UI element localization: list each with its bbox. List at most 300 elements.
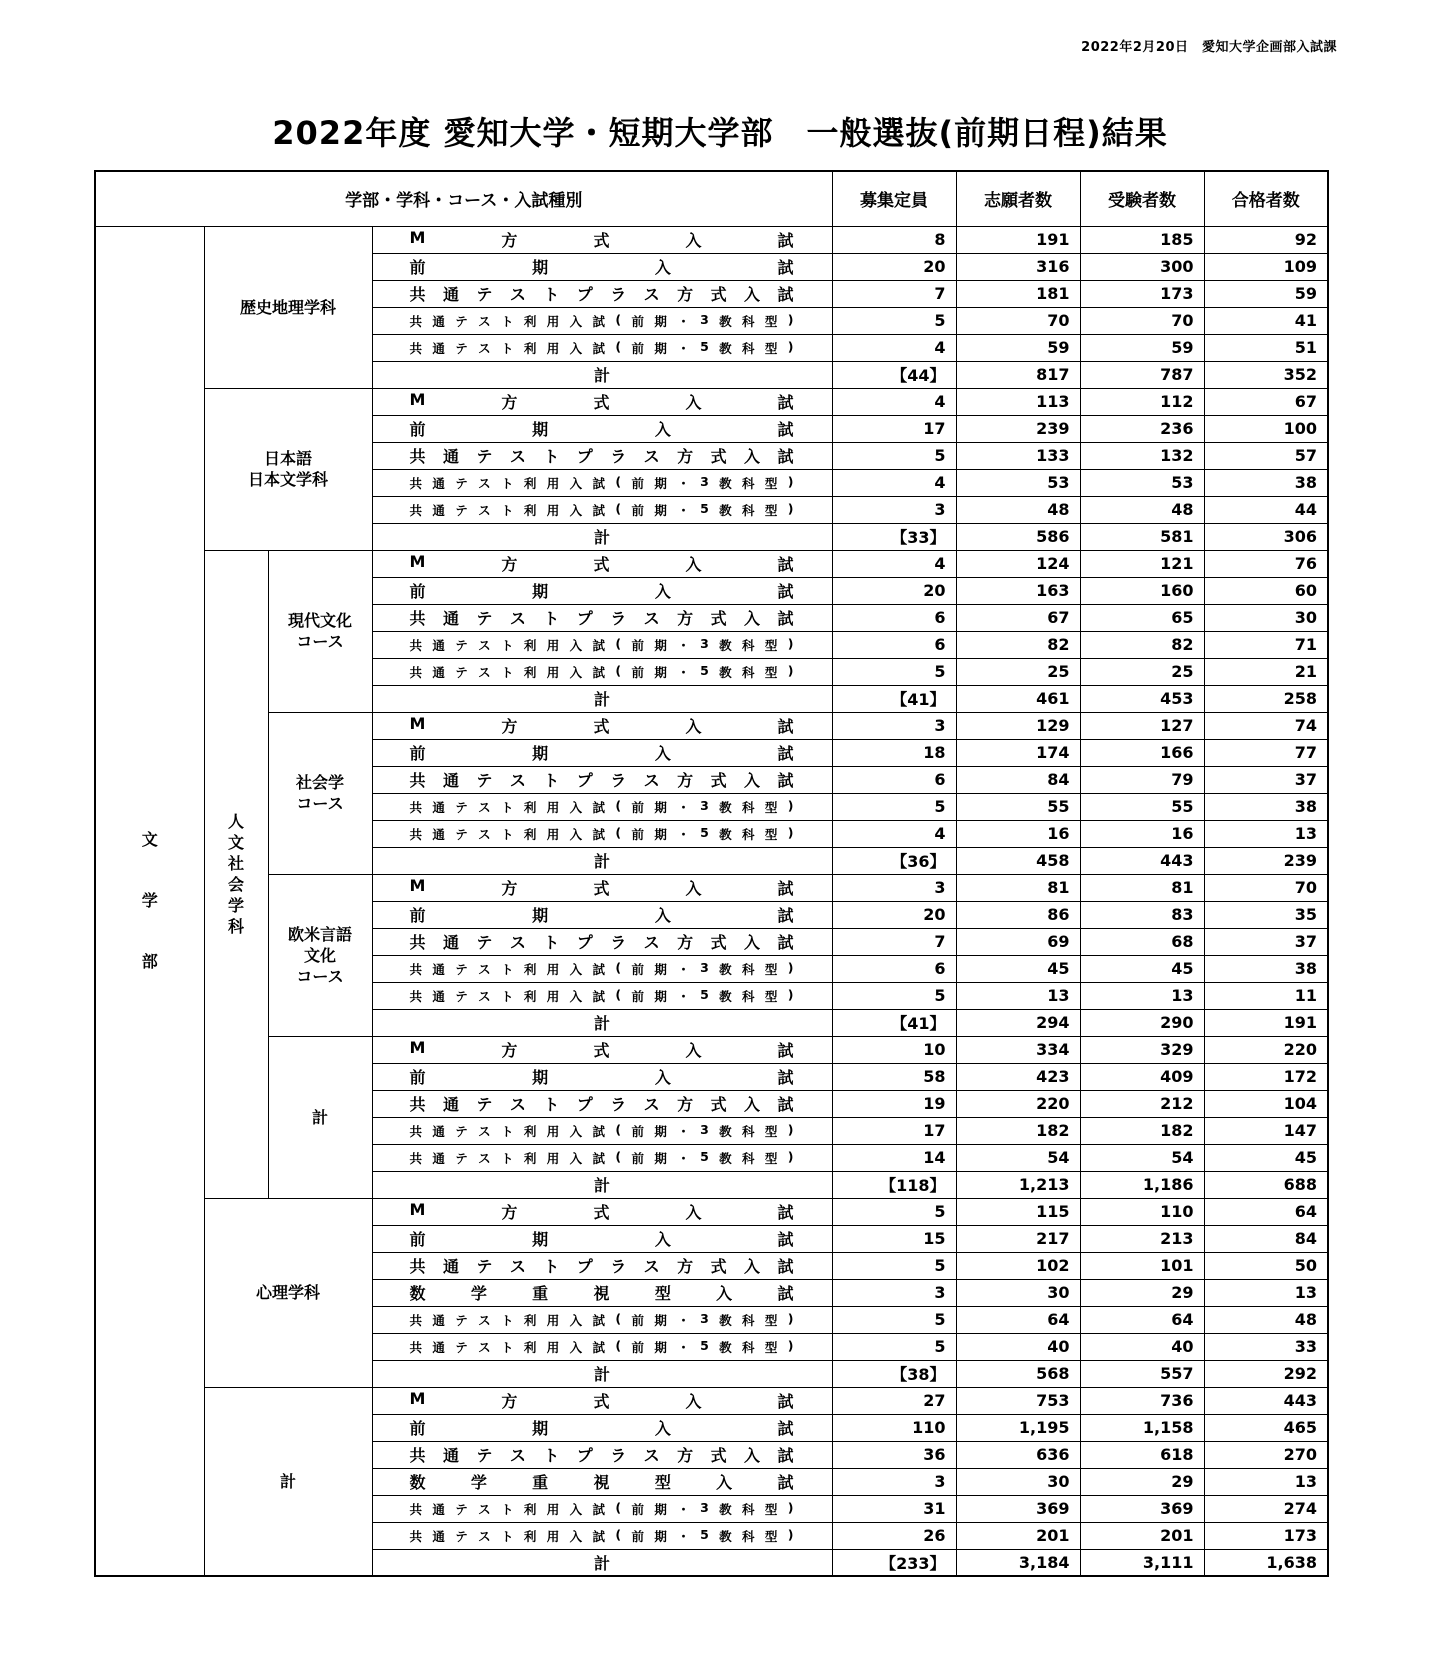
course-cell: 欧米言語 文化 コース [268,874,372,1036]
exam-type-label: 計 [593,366,610,385]
exam-type-label: 前 期 入 試 [409,1419,794,1438]
exam-type-label: M 方 式 入 試 [409,390,794,412]
passers-cell: 465 [1204,1414,1328,1441]
applicants-cell: 54 [956,1144,1080,1171]
exam-type-label: 共 通 テ ス ト 利 用 入 試 ( 前 期 ・ 5 教 科 型 ) [409,500,794,518]
applicants-cell: 81 [956,874,1080,901]
exam-type-cell [372,658,832,685]
passers-cell: 84 [1204,1225,1328,1252]
passers-cell: 688 [1204,1171,1328,1198]
examinees-cell: 409 [1080,1063,1204,1090]
examinees-cell: 25 [1080,658,1204,685]
passers-cell: 270 [1204,1441,1328,1468]
exam-type-cell [372,1441,832,1468]
applicants-cell: 82 [956,631,1080,658]
passers-cell: 76 [1204,550,1328,577]
exam-type-label: M 方 式 入 試 [409,552,794,574]
passers-cell: 57 [1204,442,1328,469]
exam-type-cell [372,1090,832,1117]
applicants-cell: 40 [956,1333,1080,1360]
passers-cell: 38 [1204,955,1328,982]
exam-type-label: 共 通 テ ス ト プ ラ ス 方 式 入 試 [409,771,794,790]
exam-type-label: 共 通 テ ス ト 利 用 入 試 ( 前 期 ・ 3 教 科 型 ) [409,311,794,329]
passers-cell: 292 [1204,1360,1328,1387]
examinees-cell: 79 [1080,766,1204,793]
capacity-cell: 【41】 [832,1009,956,1036]
exam-type-label: M 方 式 入 試 [409,1038,794,1060]
exam-type-label: 数 学 重 視 型 入 試 [409,1284,794,1303]
exam-type-cell [372,1549,832,1576]
applicants-cell: 64 [956,1306,1080,1333]
passers-cell: 51 [1204,334,1328,361]
exam-type-cell [372,1333,832,1360]
applicants-cell: 3,184 [956,1549,1080,1576]
exam-type-cell [372,1306,832,1333]
exam-type-label: M 方 式 入 試 [409,1389,794,1411]
examinees-cell: 110 [1080,1198,1204,1225]
exam-type-cell [372,685,832,712]
applicants-cell: 174 [956,739,1080,766]
capacity-cell: 【41】 [832,685,956,712]
passers-cell: 38 [1204,793,1328,820]
capacity-cell: 5 [832,1306,956,1333]
applicants-cell: 102 [956,1252,1080,1279]
applicants-cell: 181 [956,280,1080,307]
passers-cell: 104 [1204,1090,1328,1117]
capacity-cell: 110 [832,1414,956,1441]
passers-cell: 13 [1204,820,1328,847]
exam-type-cell [372,1522,832,1549]
capacity-cell: 3 [832,1468,956,1495]
passers-cell: 77 [1204,739,1328,766]
applicants-cell: 294 [956,1009,1080,1036]
department-cell: 心理学科 [204,1198,372,1387]
exam-type-label: 共 通 テ ス ト 利 用 入 試 ( 前 期 ・ 3 教 科 型 ) [409,473,794,491]
capacity-cell: 【33】 [832,523,956,550]
examinees-cell: 29 [1080,1468,1204,1495]
department-cell: 日本語 日本文学科 [204,388,372,550]
course-cell: 現代文化 コース [268,550,372,712]
capacity-cell: 18 [832,739,956,766]
passers-cell: 92 [1204,226,1328,253]
exam-type-label: 共 通 テ ス ト 利 用 入 試 ( 前 期 ・ 5 教 科 型 ) [409,1526,794,1544]
applicants-cell: 53 [956,469,1080,496]
capacity-cell: 6 [832,604,956,631]
applicants-cell: 30 [956,1468,1080,1495]
examinees-cell: 55 [1080,793,1204,820]
passers-cell: 50 [1204,1252,1328,1279]
examinees-cell: 618 [1080,1441,1204,1468]
applicants-cell: 423 [956,1063,1080,1090]
passers-cell: 71 [1204,631,1328,658]
exam-type-cell [372,847,832,874]
exam-type-cell [372,793,832,820]
capacity-cell: 31 [832,1495,956,1522]
examinees-cell: 127 [1080,712,1204,739]
examinees-cell: 557 [1080,1360,1204,1387]
exam-type-cell [372,982,832,1009]
exam-type-cell [372,1063,832,1090]
exam-type-cell [372,901,832,928]
capacity-cell: 4 [832,334,956,361]
capacity-cell: 7 [832,928,956,955]
examinees-cell: 1,158 [1080,1414,1204,1441]
exam-type-cell [372,1495,832,1522]
applicants-cell: 191 [956,226,1080,253]
passers-cell: 60 [1204,577,1328,604]
applicants-cell: 16 [956,820,1080,847]
examinees-cell: 65 [1080,604,1204,631]
examinees-cell: 45 [1080,955,1204,982]
exam-type-label: 共 通 テ ス ト プ ラ ス 方 式 入 試 [409,1446,794,1465]
applicants-cell: 59 [956,334,1080,361]
applicants-cell: 239 [956,415,1080,442]
passers-cell: 109 [1204,253,1328,280]
examinees-cell: 581 [1080,523,1204,550]
exam-type-label: 前 期 入 試 [409,744,794,763]
col-header-capacity: 募集定員 [832,171,956,226]
exam-type-label: 共 通 テ ス ト プ ラ ス 方 式 入 試 [409,933,794,952]
page-title: 2022年度 愛知大学・短期大学部 一般選抜(前期日程)結果 [272,114,1168,152]
capacity-cell: 10 [832,1036,956,1063]
exam-type-label: M 方 式 入 試 [409,714,794,736]
exam-type-cell [372,1414,832,1441]
exam-type-label: 前 期 入 試 [409,420,794,439]
exam-type-cell [372,415,832,442]
exam-type-cell [372,523,832,550]
applicants-cell: 86 [956,901,1080,928]
department-cell: 人文社会学科 [204,550,268,1198]
exam-type-label: 共 通 テ ス ト プ ラ ス 方 式 入 試 [409,447,794,466]
exam-type-cell [372,1387,832,1414]
applicants-cell: 1,195 [956,1414,1080,1441]
applicants-cell: 48 [956,496,1080,523]
applicants-cell: 124 [956,550,1080,577]
examinees-cell: 68 [1080,928,1204,955]
applicants-cell: 13 [956,982,1080,1009]
passers-cell: 258 [1204,685,1328,712]
examinees-cell: 13 [1080,982,1204,1009]
exam-type-cell [372,955,832,982]
applicants-cell: 636 [956,1441,1080,1468]
capacity-cell: 5 [832,1252,956,1279]
examinees-cell: 53 [1080,469,1204,496]
exam-type-cell [372,334,832,361]
examinees-cell: 329 [1080,1036,1204,1063]
exam-type-cell [372,820,832,847]
exam-type-label: M 方 式 入 試 [409,1200,794,1222]
passers-cell: 100 [1204,415,1328,442]
applicants-cell: 129 [956,712,1080,739]
applicants-cell: 458 [956,847,1080,874]
capacity-cell: 4 [832,469,956,496]
examinees-cell: 112 [1080,388,1204,415]
examinees-cell: 166 [1080,739,1204,766]
passers-cell: 443 [1204,1387,1328,1414]
exam-type-label: 計 [593,1553,610,1573]
table-row [95,1198,1328,1225]
capacity-cell: 3 [832,496,956,523]
applicants-cell: 220 [956,1090,1080,1117]
capacity-cell: 【38】 [832,1360,956,1387]
exam-type-label: 共 通 テ ス ト 利 用 入 試 ( 前 期 ・ 3 教 科 型 ) [409,635,794,653]
capacity-cell: 20 [832,901,956,928]
passers-cell: 239 [1204,847,1328,874]
passers-cell: 37 [1204,928,1328,955]
examinees-cell: 132 [1080,442,1204,469]
exam-type-cell [372,1279,832,1306]
applicants-cell: 568 [956,1360,1080,1387]
examinees-cell: 236 [1080,415,1204,442]
examinees-cell: 290 [1080,1009,1204,1036]
capacity-cell: 5 [832,1198,956,1225]
examinees-cell: 40 [1080,1333,1204,1360]
applicants-cell: 369 [956,1495,1080,1522]
applicants-cell: 70 [956,307,1080,334]
applicants-cell: 69 [956,928,1080,955]
passers-cell: 13 [1204,1279,1328,1306]
passers-cell: 306 [1204,523,1328,550]
col-header-examinees: 受験者数 [1080,171,1204,226]
exam-type-label: 前 期 入 試 [409,1068,794,1087]
capacity-cell: 【233】 [832,1549,956,1576]
capacity-cell: 6 [832,766,956,793]
applicants-cell: 334 [956,1036,1080,1063]
exam-type-cell [372,1360,832,1387]
exam-type-label: 共 通 テ ス ト プ ラ ス 方 式 入 試 [409,1257,794,1276]
capacity-cell: 5 [832,658,956,685]
examinees-cell: 83 [1080,901,1204,928]
passers-cell: 220 [1204,1036,1328,1063]
exam-type-label: M 方 式 入 試 [409,876,794,898]
capacity-cell: 4 [832,550,956,577]
capacity-cell: 17 [832,415,956,442]
exam-type-cell [372,1036,832,1063]
results-table [94,170,1329,1577]
exam-type-cell [372,631,832,658]
exam-type-label: 共 通 テ ス ト プ ラ ス 方 式 入 試 [409,285,794,304]
applicants-cell: 115 [956,1198,1080,1225]
capacity-cell: 5 [832,793,956,820]
applicants-cell: 753 [956,1387,1080,1414]
col-header-category: 学部・学科・コース・入試種別 [95,171,832,226]
examinees-cell: 16 [1080,820,1204,847]
exam-type-label: 共 通 テ ス ト 利 用 入 試 ( 前 期 ・ 5 教 科 型 ) [409,1337,794,1355]
exam-type-label: 共 通 テ ス ト 利 用 入 試 ( 前 期 ・ 5 教 科 型 ) [409,662,794,680]
exam-type-cell [372,550,832,577]
capacity-cell: 20 [832,253,956,280]
department-cell: 歴史地理学科 [204,226,372,388]
capacity-cell: 4 [832,388,956,415]
capacity-cell: 19 [832,1090,956,1117]
passers-cell: 13 [1204,1468,1328,1495]
exam-type-label: 共 通 テ ス ト 利 用 入 試 ( 前 期 ・ 3 教 科 型 ) [409,1310,794,1328]
applicants-cell: 217 [956,1225,1080,1252]
examinees-cell: 81 [1080,874,1204,901]
examinees-cell: 787 [1080,361,1204,388]
applicants-cell: 1,213 [956,1171,1080,1198]
passers-cell: 74 [1204,712,1328,739]
exam-type-cell [372,307,832,334]
exam-type-label: 計 [593,852,610,871]
exam-type-label: 計 [593,1365,610,1384]
exam-type-label: 計 [593,1014,610,1033]
capacity-cell: 58 [832,1063,956,1090]
examinees-cell: 54 [1080,1144,1204,1171]
capacity-cell: 8 [832,226,956,253]
applicants-cell: 133 [956,442,1080,469]
applicants-cell: 461 [956,685,1080,712]
examinees-cell: 70 [1080,307,1204,334]
passers-cell: 30 [1204,604,1328,631]
exam-type-cell [372,280,832,307]
examinees-cell: 736 [1080,1387,1204,1414]
exam-type-label: 共 通 テ ス ト 利 用 入 試 ( 前 期 ・ 5 教 科 型 ) [409,338,794,356]
examinees-cell: 59 [1080,334,1204,361]
applicants-cell: 67 [956,604,1080,631]
table-row [95,226,1328,253]
capacity-cell: 5 [832,307,956,334]
capacity-cell: 26 [832,1522,956,1549]
exam-type-label: 共 通 テ ス ト 利 用 入 試 ( 前 期 ・ 3 教 科 型 ) [409,1121,794,1139]
exam-type-cell [372,361,832,388]
exam-type-cell [372,739,832,766]
passers-cell: 48 [1204,1306,1328,1333]
exam-type-label: 計 [593,1176,610,1195]
capacity-cell: 17 [832,1117,956,1144]
examinees-cell: 160 [1080,577,1204,604]
table-row [95,1036,1328,1063]
table-row [95,1387,1328,1414]
exam-type-cell [372,604,832,631]
capacity-cell: 【44】 [832,361,956,388]
passers-cell: 33 [1204,1333,1328,1360]
passers-cell: 147 [1204,1117,1328,1144]
examinees-cell: 121 [1080,550,1204,577]
exam-type-cell [372,766,832,793]
capacity-cell: 【118】 [832,1171,956,1198]
course-cell: 計 [268,1036,372,1198]
examinees-cell: 82 [1080,631,1204,658]
examinees-cell: 453 [1080,685,1204,712]
header-row [95,171,1328,226]
capacity-cell: 6 [832,631,956,658]
passers-cell: 64 [1204,1198,1328,1225]
capacity-cell: 36 [832,1441,956,1468]
passers-cell: 70 [1204,874,1328,901]
examinees-cell: 443 [1080,847,1204,874]
examinees-cell: 182 [1080,1117,1204,1144]
exam-type-label: 共 通 テ ス ト 利 用 入 試 ( 前 期 ・ 3 教 科 型 ) [409,959,794,977]
exam-type-label: 前 期 入 試 [409,582,794,601]
exam-type-cell [372,388,832,415]
examinees-cell: 64 [1080,1306,1204,1333]
exam-type-cell [372,1144,832,1171]
exam-type-label: 共 通 テ ス ト 利 用 入 試 ( 前 期 ・ 5 教 科 型 ) [409,824,794,842]
capacity-cell: 14 [832,1144,956,1171]
col-header-passers: 合格者数 [1204,171,1328,226]
applicants-cell: 45 [956,955,1080,982]
exam-type-cell [372,1009,832,1036]
exam-type-label: 共 通 テ ス ト 利 用 入 試 ( 前 期 ・ 3 教 科 型 ) [409,1499,794,1517]
capacity-cell: 6 [832,955,956,982]
exam-type-cell [372,496,832,523]
examinees-cell: 185 [1080,226,1204,253]
exam-type-label: M 方 式 入 試 [409,228,794,250]
exam-type-cell [372,469,832,496]
passers-cell: 41 [1204,307,1328,334]
exam-type-label: 数 学 重 視 型 入 試 [409,1473,794,1492]
passers-cell: 21 [1204,658,1328,685]
capacity-cell: 7 [832,280,956,307]
exam-type-label: 共 通 テ ス ト プ ラ ス 方 式 入 試 [409,1095,794,1114]
applicants-cell: 30 [956,1279,1080,1306]
applicants-cell: 113 [956,388,1080,415]
passers-cell: 37 [1204,766,1328,793]
passers-cell: 44 [1204,496,1328,523]
capacity-cell: 5 [832,1333,956,1360]
passers-cell: 11 [1204,982,1328,1009]
examinees-cell: 212 [1080,1090,1204,1117]
applicants-cell: 182 [956,1117,1080,1144]
exam-type-label: 前 期 入 試 [409,906,794,925]
table-row [95,712,1328,739]
passers-cell: 67 [1204,388,1328,415]
header-note: 2022年2月20日 愛知大学企画部入試課 [1081,40,1337,55]
passers-cell: 1,638 [1204,1549,1328,1576]
passers-cell: 352 [1204,361,1328,388]
applicants-cell: 201 [956,1522,1080,1549]
exam-type-cell [372,1468,832,1495]
exam-type-cell [372,1171,832,1198]
exam-type-cell [372,928,832,955]
department-cell: 計 [204,1387,372,1576]
exam-type-cell [372,1198,832,1225]
examinees-cell: 300 [1080,253,1204,280]
passers-cell: 35 [1204,901,1328,928]
faculty-cell: 文学部 [95,226,204,1576]
passers-cell: 172 [1204,1063,1328,1090]
applicants-cell: 84 [956,766,1080,793]
exam-type-label: 共 通 テ ス ト 利 用 入 試 ( 前 期 ・ 5 教 科 型 ) [409,1148,794,1166]
applicants-cell: 586 [956,523,1080,550]
passers-cell: 59 [1204,280,1328,307]
exam-type-label: 前 期 入 試 [409,258,794,277]
table-row [95,388,1328,415]
exam-type-label: 計 [593,690,610,709]
exam-type-cell [372,226,832,253]
passers-cell: 38 [1204,469,1328,496]
exam-type-cell [372,1117,832,1144]
examinees-cell: 1,186 [1080,1171,1204,1198]
table-row [95,550,1328,577]
applicants-cell: 25 [956,658,1080,685]
capacity-cell: 27 [832,1387,956,1414]
passers-cell: 274 [1204,1495,1328,1522]
exam-type-label: 共 通 テ ス ト 利 用 入 試 ( 前 期 ・ 5 教 科 型 ) [409,986,794,1004]
capacity-cell: 15 [832,1225,956,1252]
applicants-cell: 163 [956,577,1080,604]
table-row [95,874,1328,901]
exam-type-cell [372,1225,832,1252]
exam-type-label: 前 期 入 試 [409,1230,794,1249]
col-header-applicants: 志願者数 [956,171,1080,226]
exam-type-cell [372,1252,832,1279]
applicants-cell: 316 [956,253,1080,280]
exam-type-cell [372,577,832,604]
passers-cell: 173 [1204,1522,1328,1549]
examinees-cell: 173 [1080,280,1204,307]
